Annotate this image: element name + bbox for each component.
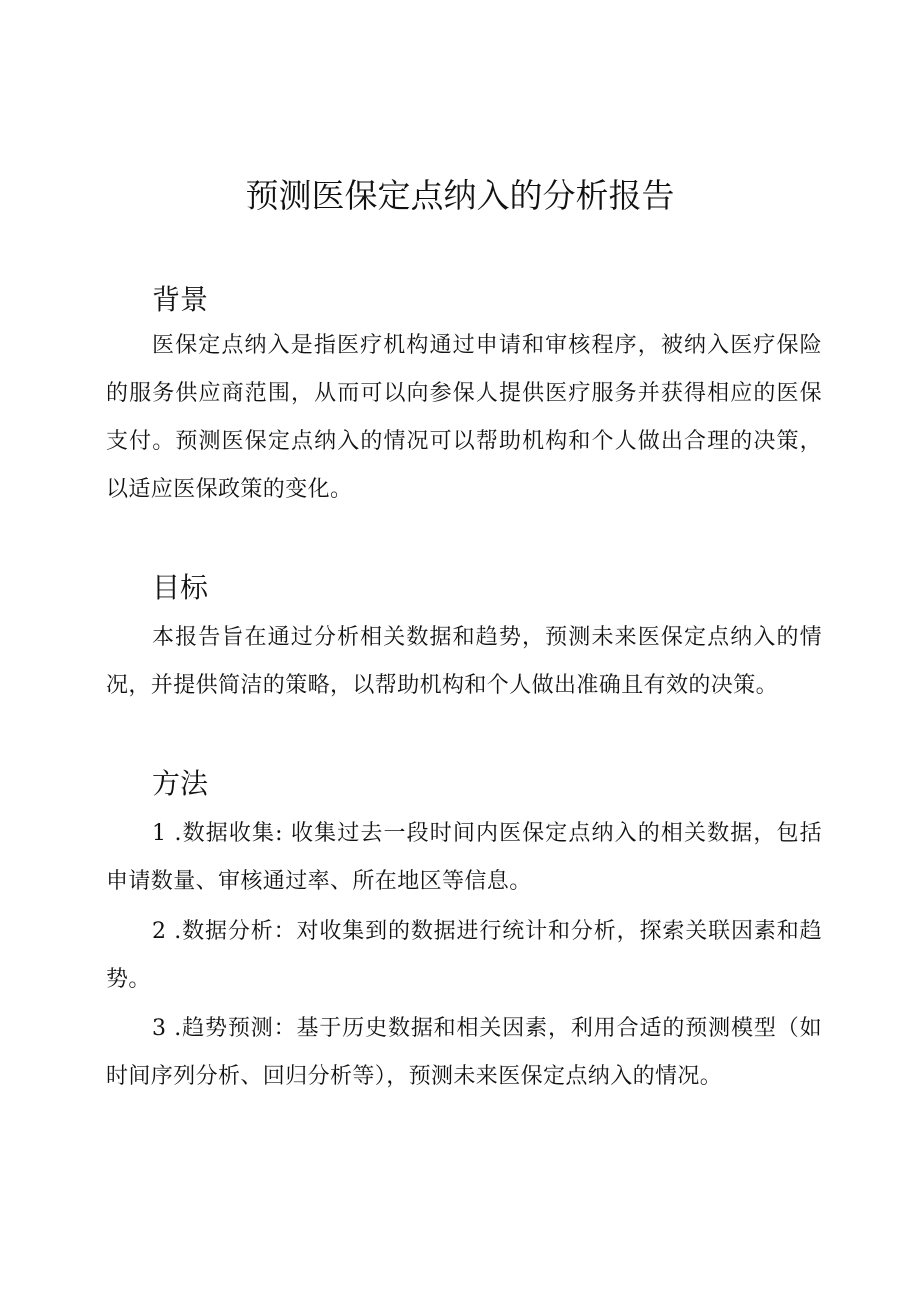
goal-paragraph: 本报告旨在通过分析相关数据和趋势，预测未来医保定点纳入的情况，并提供简洁的策略，以帮助机构和个人做出准确且有效的决策。 [106, 625, 822, 698]
section-heading-background: 背景 [152, 283, 209, 316]
background-paragraph: 医保定点纳入是指医疗机构通过申请和审核程序，被纳入医疗保险的服务供应商范围，从而可以向参保人提供医疗服务并获得相应的医保支付。预测医保定点纳入的情况可以帮助机构和个人做出合理的决策，以适应医保政策的变化。 [106, 333, 822, 502]
method-item-2: 2 .数据分析：对收集到的数据进行统计和分析，探索关联因素和趋势。 [106, 919, 822, 992]
section-heading-goal: 目标 [152, 571, 209, 604]
method-item-1: 1 .数据收集: 收集过去一段时间内医保定点纳入的相关数据，包括申请数量、审核通过率、所在地区等信息。 [106, 821, 822, 894]
section-heading-method: 方法 [152, 767, 209, 800]
document-title: 预测医保定点纳入的分析报告 [245, 176, 675, 215]
method-item-3: 3 .趋势预测：基于历史数据和相关因素，利用合适的预测模型（如时间序列分析、回归分析等），预测未来医保定点纳入的情况。 [106, 1016, 822, 1089]
